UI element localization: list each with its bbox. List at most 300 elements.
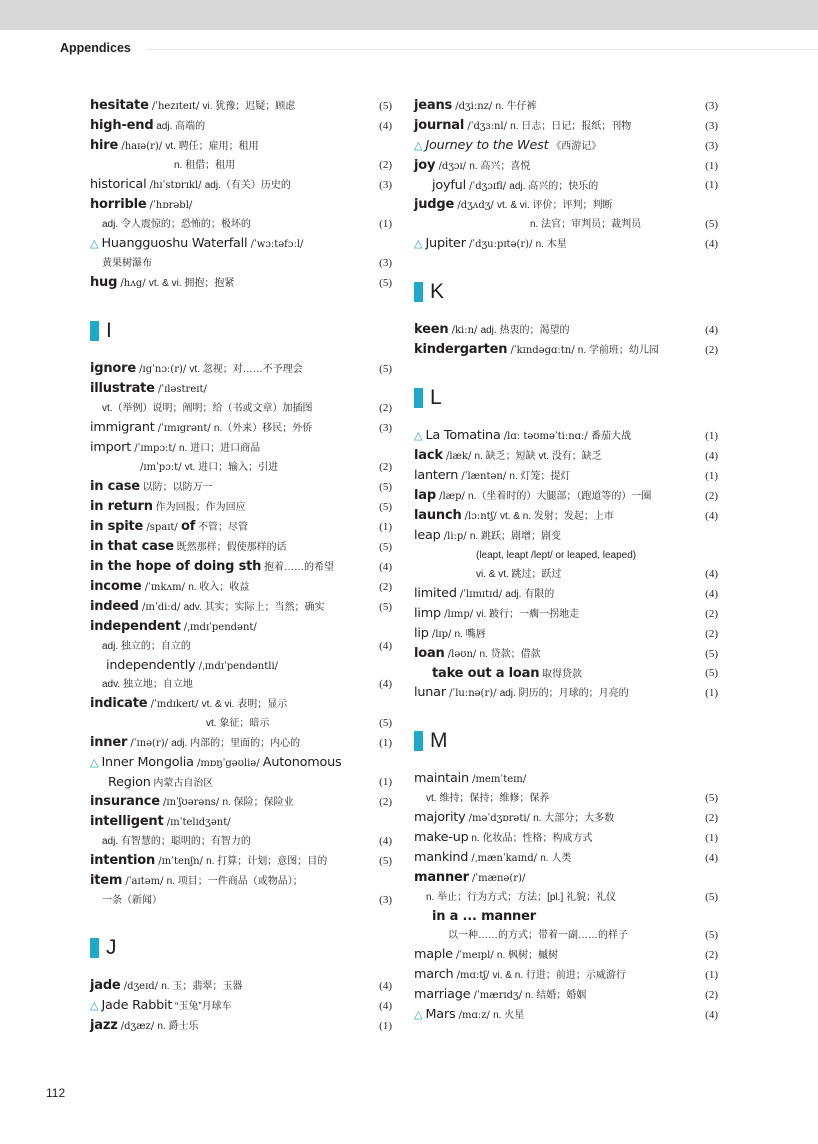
entry-line [90, 537, 392, 557]
unit-level: (5) [705, 648, 718, 660]
entry-line [414, 769, 718, 789]
headword: majority [414, 810, 466, 825]
entry-line [414, 926, 718, 945]
phonetic: /lɪmp/ [440, 609, 477, 620]
unit-level: (1) [705, 430, 718, 442]
dictionary-entry [414, 486, 718, 506]
definition: n. 打算；计划；意图；目的 [206, 856, 328, 867]
section-letter: I [106, 319, 112, 342]
entry-line [90, 458, 392, 477]
entry-line [90, 871, 392, 891]
phonetic: /dʒʌdʒ/ [454, 200, 497, 211]
phonetic: /ˈlæntən/ [458, 471, 510, 482]
phonetic: /ɪnˈʃʊərəns/ [159, 797, 223, 808]
definition: n.（外来）移民；外侨 [213, 423, 313, 434]
definition: n. 缺乏；短缺 vt. 没有；缺乏 [474, 451, 602, 462]
definition: n. 人类 [540, 853, 572, 864]
phonetic: /kiːn/ [448, 325, 481, 336]
phonetic: /ˈwɔːtəfɔːl/ [247, 239, 304, 250]
headword: hesitate [90, 98, 149, 113]
entry-line [90, 891, 392, 910]
dictionary-entry [414, 683, 718, 703]
definition: 番茄大战 [590, 431, 631, 442]
unit-level: (2) [379, 402, 392, 414]
phonetic: /mɒŋˈgəʊliə/ [193, 758, 263, 769]
entry-line [90, 1016, 392, 1036]
entry-line [90, 714, 392, 733]
phonetic: /ˈdʒɔɪfl/ [465, 181, 510, 192]
definition: adj. 高兴的；快乐的 [509, 181, 599, 192]
headword-continued: of [180, 519, 196, 534]
headword: maintain [414, 771, 469, 786]
phonetic: /ˈhezɪteɪt/ [148, 101, 203, 112]
header-rule [146, 49, 818, 50]
headword: item [90, 873, 123, 888]
headword: lap [414, 488, 436, 503]
headword: inner [90, 735, 128, 750]
entry-line [414, 426, 718, 446]
unit-level: (5) [705, 792, 718, 804]
unit-level: (4) [379, 980, 392, 992]
entry-line [414, 320, 718, 340]
definition: adj. 高端的 [153, 121, 206, 132]
unit-level: (4) [705, 852, 718, 864]
unit-level: (3) [705, 100, 718, 112]
dictionary-entry [414, 965, 718, 985]
dictionary-entry [414, 96, 718, 116]
headword: hire [90, 138, 119, 153]
unit-level: (2) [379, 581, 392, 593]
headword: joyful [432, 178, 466, 193]
definition: n. 结婚；婚姻 [525, 990, 587, 1001]
cultural-note-triangle-icon: △ [90, 1000, 99, 1012]
headword: high-end [90, 118, 154, 133]
headword: in return [90, 499, 153, 514]
phonetic: /hɪˈstɒrɪkl/ [146, 180, 205, 191]
dictionary-entry [90, 976, 392, 996]
headword: ignore [90, 361, 136, 376]
dictionary-entry [414, 1005, 718, 1025]
definition: n.（坐着时的）大腿部；（跑道等的）一圈 [468, 491, 652, 502]
definition: 取得贷款 [539, 669, 583, 680]
dictionary-entry [90, 517, 392, 537]
definition: adj. 阴历的；月球的；月亮的 [499, 688, 629, 699]
definition: adj. 内部的；里面的；内心的 [171, 738, 301, 749]
unit-level: (2) [705, 490, 718, 502]
section-letter: K [430, 280, 445, 303]
dictionary-entry [414, 195, 718, 234]
entry-line [414, 907, 718, 926]
entry-line [90, 379, 392, 399]
entry-line [90, 694, 392, 714]
unit-level: (5) [705, 929, 718, 941]
entry-line [90, 399, 392, 418]
headword: independently [106, 658, 196, 673]
phonetic: /ɪgˈnɔː(r)/ [135, 364, 190, 375]
headword: launch [414, 508, 462, 523]
dictionary-entry [414, 584, 718, 604]
dictionary-entry [414, 156, 718, 195]
definition: adv. 独立地；自立地 [102, 679, 193, 690]
phonetic: /ləʊn/ [444, 649, 480, 660]
section-heading [90, 934, 392, 962]
headword: Jade Rabbit [101, 998, 173, 1013]
dictionary-entry [90, 234, 392, 273]
definition: adj. 独立的；自立的 [102, 641, 191, 652]
definition: adj. 令人震惊的；恐怖的；极坏的 [102, 219, 251, 230]
headword: marriage [414, 987, 471, 1002]
entry-line [90, 215, 392, 234]
headword: in case [90, 479, 140, 494]
dictionary-entry [90, 577, 392, 597]
headword: jade [90, 978, 121, 993]
dictionary-entry [414, 136, 718, 156]
dictionary-entry [90, 136, 392, 175]
dictionary-entry [90, 477, 392, 497]
entry-line [90, 136, 392, 156]
phonetic: /ˈɪmɪgrənt/ [154, 423, 214, 434]
unit-level: (1) [379, 218, 392, 230]
unit-level: (4) [705, 450, 718, 462]
entry-line [414, 789, 718, 808]
unit-level: (3) [705, 120, 718, 132]
unit-level: (1) [705, 470, 718, 482]
headword: Journey to the West [425, 138, 549, 153]
definition: adj.（有关）历史的 [204, 180, 291, 191]
dictionary-entry [90, 557, 392, 577]
headword: historical [90, 177, 147, 192]
entry-line [90, 273, 392, 293]
dictionary-entry [414, 340, 718, 360]
definition: n. 火星 [493, 1010, 525, 1021]
phonetic: /spaɪt/ [143, 522, 181, 533]
entry-line [414, 116, 718, 136]
dictionary-entry [414, 828, 718, 848]
unit-level: (2) [705, 608, 718, 620]
unit-level: (5) [379, 855, 392, 867]
definition: n. 项目；一件商品（或物品）； [166, 876, 303, 887]
entry-line [414, 624, 718, 644]
cultural-note-triangle-icon: △ [414, 1009, 423, 1021]
headword: lunar [414, 685, 446, 700]
section-marker-bar [414, 731, 423, 751]
dictionary-entry [90, 418, 392, 438]
definition: vi. & n. 行进；前进；示威游行 [492, 970, 626, 981]
dictionary-entry [90, 273, 392, 293]
unit-level: (1) [379, 737, 392, 749]
page-number: 112 [46, 1086, 66, 1100]
entry-line [414, 136, 718, 156]
phonetic: /haɪə(r)/ [118, 141, 166, 152]
unit-level: (1) [705, 160, 718, 172]
cultural-note-triangle-icon: △ [90, 757, 99, 769]
headword: limp [414, 606, 441, 621]
entry-line [90, 792, 392, 812]
section-marker-bar [414, 282, 423, 302]
unit-level: (5) [379, 277, 392, 289]
headword: in that case [90, 539, 174, 554]
entry-line [414, 644, 718, 664]
definition: n. 收入；收益 [188, 582, 250, 593]
section-heading [414, 278, 718, 306]
unit-level: (2) [705, 812, 718, 824]
entry-line [90, 597, 392, 617]
definition: n. 灯笼；提灯 [509, 471, 571, 482]
entry-line [414, 604, 718, 624]
definition: n. 嘴唇 [454, 629, 486, 640]
headword: Mars [425, 1007, 456, 1022]
entry-line [414, 965, 718, 985]
unit-level: (4) [705, 588, 718, 600]
entry-line [90, 773, 392, 792]
dictionary-entry [414, 848, 718, 868]
unit-level: (1) [705, 687, 718, 699]
unit-level: (5) [705, 218, 718, 230]
definition: n. 贷款；借款 [479, 649, 541, 660]
dictionary-entry [414, 116, 718, 136]
dictionary-entry [90, 597, 392, 617]
definition: vt. 维持；保持；维修；保养 [426, 793, 550, 804]
headword: La Tomatina [425, 428, 501, 443]
definition: n. 玉；翡翠；玉器 [161, 981, 243, 992]
phonetic: /ɪnˈtelɪdʒənt/ [163, 817, 231, 828]
headword: in a ... manner [432, 909, 536, 924]
entry-line [414, 664, 718, 683]
entry-line [90, 617, 392, 637]
unit-level: (5) [379, 100, 392, 112]
unit-level: (5) [379, 541, 392, 553]
entry-line [414, 683, 718, 703]
definition: n. 保险；保险业 [222, 797, 294, 808]
unit-level: (1) [705, 179, 718, 191]
dictionary-entry [414, 446, 718, 466]
entry-line [90, 832, 392, 851]
entry-line [90, 418, 392, 438]
definition: n. 化妆品；性格；构成方式 [468, 833, 593, 844]
headword: limited [414, 586, 457, 601]
headword: immigrant [90, 420, 155, 435]
entry-line [414, 546, 718, 565]
entry-line [90, 254, 392, 273]
phonetic: /dʒæz/ [117, 1021, 158, 1032]
definition: adv. 其实；实际上；当然；确实 [183, 602, 325, 613]
phonetic: /ˈmeɪpl/ [452, 950, 497, 961]
dictionary-entry [414, 526, 718, 584]
entry-line [90, 438, 392, 458]
entry-line [90, 156, 392, 175]
headword: leap [414, 528, 441, 543]
phonetic: /ˈɪnə(r)/ [127, 738, 172, 749]
definition: n. 爵士乐 [157, 1021, 199, 1032]
phonetic: /liːp/ [440, 531, 470, 542]
dictionary-entry [414, 604, 718, 624]
entry-line [90, 577, 392, 597]
headword: hug [90, 275, 118, 290]
entry-line [90, 637, 392, 656]
dictionary-entry [414, 234, 718, 254]
definition: 不管；尽管 [195, 522, 248, 533]
headword: journal [414, 118, 465, 133]
headword: loan [414, 646, 445, 661]
unit-level: (2) [379, 796, 392, 808]
cultural-note-triangle-icon: △ [414, 430, 423, 442]
definition: vt. 忽视；对……不予理会 [189, 364, 303, 375]
unit-level: (5) [379, 601, 392, 613]
dictionary-entry [414, 985, 718, 1005]
entry-line [414, 195, 718, 215]
entry-line [414, 96, 718, 116]
phonetic: /meɪnˈteɪn/ [468, 774, 527, 785]
headword: Huangguoshu Waterfall [101, 236, 248, 251]
definition: n. 学前班；幼儿园 [577, 345, 659, 356]
dictionary-entry [90, 851, 392, 871]
headword: jeans [414, 98, 453, 113]
headword: jazz [90, 1018, 118, 1033]
unit-level: (4) [379, 561, 392, 573]
headword: take out a loan [432, 666, 540, 681]
section-title: Appendices [60, 41, 131, 55]
entry-line [414, 340, 718, 360]
section-heading [414, 727, 718, 755]
headword: mankind [414, 850, 469, 865]
unit-level: (4) [705, 238, 718, 250]
phonetic: /ɪnˈtenʃn/ [155, 856, 207, 867]
entry-line [90, 234, 392, 254]
phonetic: /ˈaɪtəm/ [122, 876, 167, 887]
headword: manner [414, 870, 469, 885]
headword: Region [108, 775, 151, 790]
headword: import [90, 440, 132, 455]
entry-line [90, 96, 392, 116]
headword: joy [414, 158, 436, 173]
dictionary-entry [414, 466, 718, 486]
dictionary-entry [90, 753, 392, 792]
phonetic: /ˈɪmpɔːt/ [131, 443, 179, 454]
phonetic: /ˈdʒuːpɪtə(r)/ [465, 239, 536, 250]
entry-line [414, 446, 718, 466]
unit-level: (5) [379, 501, 392, 513]
page-header [0, 30, 818, 64]
entry-line [414, 584, 718, 604]
entry-line [414, 506, 718, 526]
phonetic: /lɔːntʃ/ [461, 511, 500, 522]
definition: vi. & vt. 跳过；跃过 [476, 569, 562, 580]
dictionary-entry [414, 320, 718, 340]
headword: indeed [90, 599, 139, 614]
headword: lip [414, 626, 429, 641]
phonetic: /mɑːtʃ/ [453, 970, 493, 981]
phonetic: /ˈɪnkʌm/ [141, 582, 189, 593]
dictionary-entry [414, 945, 718, 965]
unit-level: (2) [705, 628, 718, 640]
entry-line [90, 359, 392, 379]
definition: vt. 象征；暗示 [206, 718, 270, 729]
definition: vi. 跛行；一瘸一拐地走 [476, 609, 580, 620]
cultural-note-triangle-icon: △ [414, 140, 423, 152]
section-marker-bar [90, 321, 99, 341]
dictionary-entry [414, 644, 718, 683]
headword: maple [414, 947, 453, 962]
entry-line [414, 486, 718, 506]
headword-continued: Autonomous [262, 755, 342, 770]
phonetic: /ˈhɒrəbl/ [146, 200, 193, 211]
headword: intention [90, 853, 156, 868]
definition: 黄果树瀑布 [102, 258, 152, 269]
entry-line [90, 195, 392, 215]
dictionary-entry [90, 175, 392, 195]
headword: independent [90, 619, 181, 634]
phonetic: /ˈɪləstreɪt/ [154, 384, 207, 395]
cultural-note-triangle-icon: △ [90, 238, 99, 250]
definition: vt.（举例）说明；阐明；给（书或文章）加插图 [102, 403, 313, 414]
definition: “玉兔”月球车 [172, 1001, 232, 1012]
unit-level: (5) [379, 481, 392, 493]
dictionary-entry [90, 1016, 392, 1036]
dictionary-entry [90, 116, 392, 136]
headword: indicate [90, 696, 148, 711]
dictionary-entry [90, 379, 392, 418]
unit-level: (1) [705, 969, 718, 981]
dictionary-entry [90, 812, 392, 851]
dictionary-entry [414, 769, 718, 808]
definition: adj. 有智慧的；聪明的；有智力的 [102, 836, 251, 847]
headword: in spite [90, 519, 144, 534]
headword: in the hope of doing sth [90, 559, 262, 574]
headword: keen [414, 322, 449, 337]
definition: vt. & vi. 评价；评判；判断 [496, 200, 613, 211]
dictionary-entry [414, 624, 718, 644]
entry-line [90, 175, 392, 195]
unit-level: (1) [705, 832, 718, 844]
definition: 以一种……的方式；带着一副……的样子 [448, 930, 628, 941]
definition: vi. 犹豫；迟疑；顾虑 [202, 101, 296, 112]
definition: vt. & vi. 表明；显示 [201, 699, 288, 710]
phonetic: /ˌmænˈkaɪnd/ [468, 853, 541, 864]
unit-level: (3) [379, 422, 392, 434]
unit-level: (4) [705, 324, 718, 336]
definition: n. 进口；进口商品 [178, 443, 261, 454]
section-heading [90, 317, 392, 345]
phonetic: /læk/ [442, 451, 475, 462]
entry-line [414, 868, 718, 888]
phonetic: /ˈmærɪdʒ/ [470, 990, 526, 1001]
entry-line [414, 176, 718, 195]
definition: n. 木星 [535, 239, 567, 250]
headword: intelligent [90, 814, 164, 829]
dictionary-entry [414, 808, 718, 828]
cultural-note-triangle-icon: △ [414, 238, 423, 250]
unit-level: (5) [705, 891, 718, 903]
entry-line [414, 156, 718, 176]
headword: make-up [414, 830, 469, 845]
definition: adj. 有限的 [505, 589, 555, 600]
definition: vt. & n. 发射；发起；上市 [499, 511, 614, 522]
phonetic: /dʒiːnz/ [452, 101, 496, 112]
phonetic: /ˈlɪmɪtɪd/ [456, 589, 506, 600]
unit-level: (4) [379, 120, 392, 132]
phonetic: /ˌɪndɪˈpendəntli/ [195, 661, 279, 672]
headword: lack [414, 448, 443, 463]
definition: 《西游记》 [548, 141, 602, 152]
definition: 作为回报；作为回应 [152, 502, 246, 513]
definition: n. 日志；日记；报纸；刊物 [510, 121, 632, 132]
unit-level: (5) [379, 717, 392, 729]
unit-level: (2) [705, 344, 718, 356]
definition: 抱着……的希望 [261, 562, 334, 573]
section-marker-bar [414, 388, 423, 408]
definition: 一条（新闻） [102, 895, 162, 906]
definition: n. 举止；行为方式；方法；[pl.] 礼貌；礼仪 [426, 892, 617, 903]
